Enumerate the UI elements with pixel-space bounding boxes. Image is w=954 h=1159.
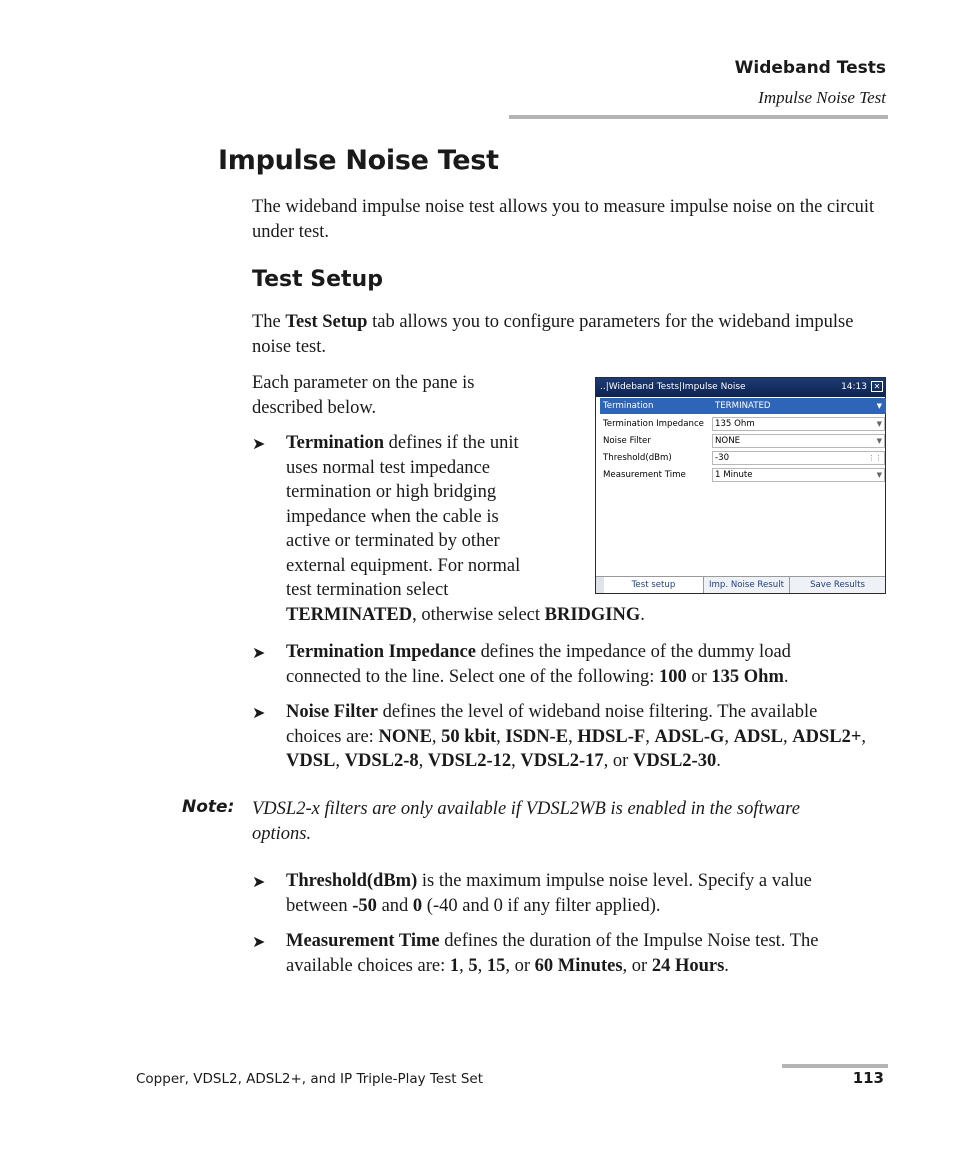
param-dropdown[interactable]: NONE ▼ — [712, 434, 885, 448]
param-dropdown[interactable]: 1 Minute ▼ — [712, 468, 885, 482]
text-line: uses normal test impedance — [286, 457, 490, 478]
text-line: active or terminated by other — [286, 531, 500, 551]
param-row-impedance[interactable] — [600, 416, 886, 432]
header-rule — [509, 115, 888, 119]
bullet-measurement-time — [286, 929, 888, 978]
param-label: Termination Impedance — [603, 419, 704, 429]
setup-text-bold: Test Setup — [285, 312, 368, 332]
note-text — [252, 797, 888, 846]
setup-text-pre: The — [252, 312, 286, 332]
text-line: test termination select — [286, 580, 449, 600]
running-header-section: Impulse Noise Test — [758, 88, 886, 107]
text-line: Termination Impedance defines the impedance of the dummy load — [286, 642, 791, 662]
keypad-icon: ⋮⋮ — [868, 454, 882, 462]
chevron-down-icon: ▼ — [876, 471, 882, 479]
param-label: Threshold(dBm) — [603, 453, 672, 463]
bullet-termination-impedance — [286, 640, 888, 689]
device-titlebar — [596, 378, 885, 397]
chevron-down-icon: ▼ — [876, 437, 882, 445]
device-clock: 14:13 — [841, 382, 867, 392]
text-line: Threshold(dBm) is the maximum impulse noise level. Specify a value — [286, 871, 812, 891]
tab-imp-noise-result[interactable]: Imp. Noise Result — [704, 577, 790, 593]
intro-paragraph: The wideband impulse noise test allows you to measure impulse noise on the circuit under test. — [252, 197, 875, 242]
chevron-down-icon: ▼ — [876, 402, 882, 410]
each-parameter-text: Each parameter on the pane is described below. — [252, 373, 475, 418]
param-input[interactable]: -30 ⋮⋮ — [712, 451, 885, 465]
setup-paragraph — [252, 310, 888, 359]
bullet-arrow-icon: ➤ — [252, 934, 266, 951]
text-line: available choices are: 1, 5, 15, or 60 Minutes, or 24 Hours. — [286, 955, 729, 976]
tab-test-setup[interactable]: Test setup — [596, 577, 704, 593]
text-line: Noise Filter defines the level of wideband noise filtering. The available — [286, 702, 818, 722]
bullet-arrow-icon: ➤ — [252, 645, 266, 662]
page-number: 113 — [852, 1069, 884, 1087]
bullet-arrow-icon: ➤ — [252, 436, 266, 453]
bullet-threshold — [286, 869, 888, 918]
running-header-chapter: Wideband Tests — [734, 58, 886, 78]
device-tab-bar — [596, 576, 885, 593]
footer-rule — [782, 1064, 888, 1068]
text-line: Termination defines if the unit — [286, 433, 519, 453]
close-icon[interactable]: ✕ — [871, 381, 883, 392]
setup-text-post: tab allows you to configure parameters for the wideband impulse noise test. — [252, 312, 854, 357]
text-line: VDSL, VDSL2-8, VDSL2-12, VDSL2-17, or VDSL2-30. — [286, 751, 721, 771]
device-title: ..|Wideband Tests|Impulse Noise — [600, 382, 746, 392]
bullet-arrow-icon: ➤ — [252, 874, 266, 891]
text-line: TERMINATED, otherwise select BRIDGING. — [286, 604, 645, 625]
param-label: Noise Filter — [603, 436, 651, 446]
param-row-termination[interactable] — [600, 398, 886, 414]
param-label: Measurement Time — [603, 470, 686, 480]
note-label: Note: — [182, 797, 235, 817]
text-line: between -50 and 0 (-40 and 0 if any filter applied). — [286, 895, 661, 916]
param-dropdown[interactable]: 135 Ohm ▼ — [712, 417, 885, 431]
page-title: Impulse Noise Test — [218, 145, 499, 176]
text-line: connected to the line. Select one of the following: 100 or 135 Ohm. — [286, 666, 789, 687]
text-line: choices are: NONE, 50 kbit, ISDN-E, HDSL-F, ADSL-G, ADSL, ADSL2+, — [286, 726, 867, 747]
param-label: Termination — [603, 401, 654, 411]
param-row-noise-filter[interactable] — [600, 433, 886, 449]
chevron-down-icon: ▼ — [876, 420, 882, 428]
text-line: external equipment. For normal — [286, 555, 521, 576]
param-row-measurement-time[interactable] — [600, 467, 886, 483]
section-heading: Test Setup — [252, 267, 383, 292]
note-line-2: options. — [252, 823, 312, 844]
bullet-noise-filter — [286, 700, 888, 774]
param-dropdown[interactable]: TERMINATED ▼ — [712, 399, 885, 413]
footer-product: Copper, VDSL2, ADSL2+, and IP Triple-Play Test Set — [136, 1071, 484, 1087]
text-line: impedance when the cable is — [286, 506, 499, 527]
device-screenshot — [595, 377, 886, 594]
bullet-arrow-icon: ➤ — [252, 705, 266, 722]
text-line: Measurement Time defines the duration of the Impulse Noise test. The — [286, 931, 819, 951]
tab-save-results[interactable]: Save Results — [810, 580, 865, 590]
param-row-threshold[interactable] — [600, 450, 886, 466]
text-line: termination or high bridging — [286, 482, 497, 502]
note-line-1: VDSL2-x filters are only available if VDSL2WB is enabled in the software — [252, 799, 800, 819]
